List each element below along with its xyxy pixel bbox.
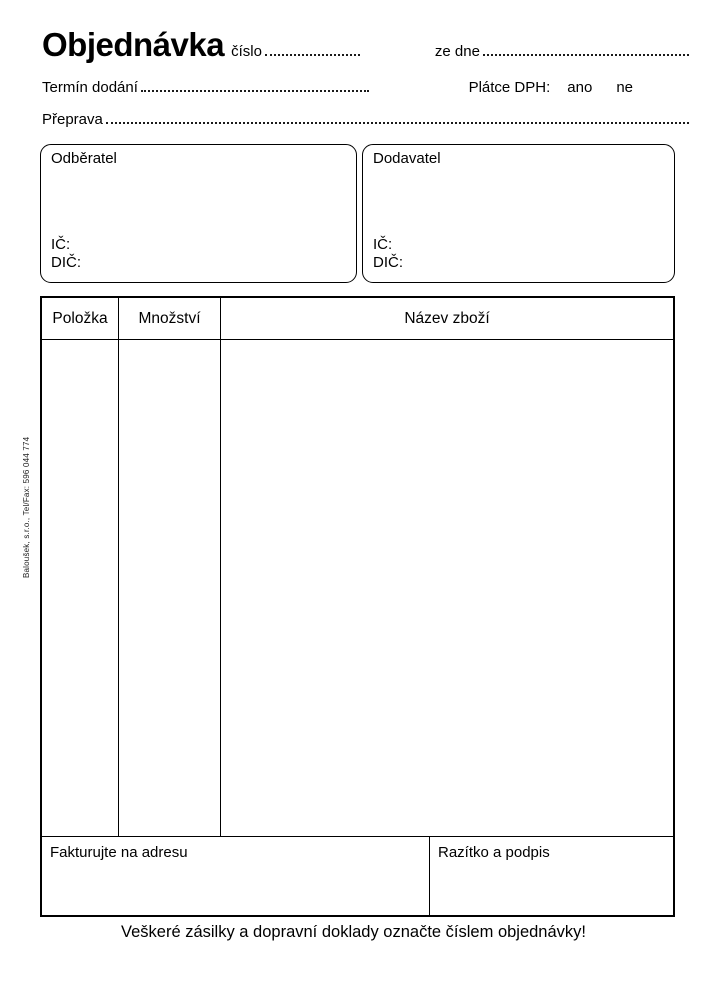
supplier-ic-label: IČ: xyxy=(373,236,393,253)
stamp-signature-cell xyxy=(430,837,673,915)
vat-yes-option: ano xyxy=(567,79,593,96)
transport-dotted-line xyxy=(106,122,689,124)
delivery-date-label: Termín dodání xyxy=(42,79,138,96)
supplier-box xyxy=(362,144,675,283)
item-column-empty xyxy=(42,340,119,836)
quantity-column-empty xyxy=(119,340,221,836)
delivery-date-dotted-line xyxy=(141,90,369,92)
customer-dic-label: DIČ: xyxy=(51,254,81,271)
customer-box-title: Odběratel xyxy=(51,150,117,167)
column-header-goods-name: Název zboží xyxy=(404,309,490,327)
transport-row xyxy=(42,111,692,128)
order-date-dotted-line xyxy=(483,54,689,56)
vat-payer-label: Plátce DPH: xyxy=(468,79,551,96)
order-number-dotted-line xyxy=(265,54,360,56)
goods-table xyxy=(40,296,675,917)
customer-box xyxy=(40,144,357,283)
supplier-ids xyxy=(373,236,403,272)
customer-ic-label: IČ: xyxy=(51,236,71,253)
footer-note: Veškeré zásilky a dopravní doklady označte číslem objednávky! xyxy=(121,923,586,941)
column-header-quantity: Množství xyxy=(119,298,221,339)
vat-no-option: ne xyxy=(616,79,633,96)
goods-table-header xyxy=(42,298,673,340)
column-header-item: Položka xyxy=(42,298,119,339)
invoice-address-cell xyxy=(42,837,430,915)
order-date-label: ze dne xyxy=(434,43,480,60)
transport-label: Přeprava xyxy=(42,111,103,128)
printer-credit: Baloušek, s.r.o., Tel/Fax: 596 044 774 xyxy=(22,436,31,578)
supplier-dic-label: DIČ: xyxy=(373,254,403,271)
stamp-signature-label: Razítko a podpis xyxy=(438,844,550,861)
form-title: Objednávka xyxy=(42,26,225,63)
supplier-box-title: Dodavatel xyxy=(373,150,441,167)
delivery-row xyxy=(42,79,633,96)
goods-table-footer xyxy=(42,836,673,915)
title-row xyxy=(42,26,692,64)
goods-table-body xyxy=(42,340,673,836)
customer-ids xyxy=(51,236,81,272)
invoice-address-label: Fakturujte na adresu xyxy=(50,844,188,861)
goods-name-column-empty xyxy=(221,340,673,836)
order-number-label: číslo xyxy=(231,43,262,60)
